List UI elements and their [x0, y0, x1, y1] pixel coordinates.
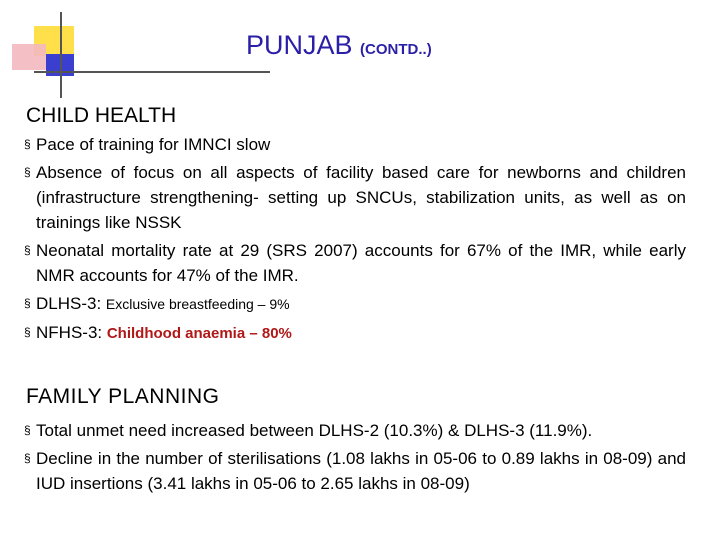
list-item	[24, 238, 686, 288]
bullet-icon: §	[24, 423, 31, 437]
bullet-icon: §	[24, 325, 31, 339]
child-health-list	[24, 132, 686, 349]
bullet-icon: §	[24, 451, 31, 465]
item-detail-highlight: Childhood anaemia – 80%	[106, 325, 292, 342]
decor-square-pink	[12, 44, 46, 70]
list-item	[24, 291, 686, 317]
family-planning-heading: FAMILY PLANNING	[26, 385, 220, 408]
item-text: Absence of focus on all aspects of facility based care for newborns and children (infrastructure strengthening- setting up SNCUs, stabilization units, as well as on trainings like NSSK	[36, 163, 686, 232]
decor-line-horizontal	[34, 71, 270, 73]
item-text: Neonatal mortality rate at 29 (SRS 2007) accounts for 67% of the IMR, while early NMR accounts for 47% of the IMR.	[36, 241, 686, 285]
list-item	[24, 132, 686, 157]
bullet-icon: §	[24, 165, 31, 179]
item-prefix: DLHS-3:	[36, 294, 106, 313]
page-title	[246, 30, 432, 61]
list-item	[24, 446, 686, 496]
child-health-heading: CHILD HEALTH	[26, 104, 177, 127]
title-sub: (CONTD..)	[360, 41, 432, 58]
bullet-icon: §	[24, 296, 31, 310]
list-item	[24, 418, 686, 443]
family-planning-list	[24, 418, 686, 499]
decor-line-vertical	[60, 12, 62, 98]
item-prefix: NFHS-3:	[36, 323, 107, 342]
item-text: Total unmet need increased between DLHS-2 (10.3%) & DLHS-3 (11.9%).	[36, 421, 593, 440]
item-text: Decline in the number of sterilisations (1.08 lakhs in 05-06 to 0.89 lakhs in 08-09) and IUD insertions (3.41 lakhs in 05-06 to 2.65 lakhs in 08-09)	[36, 449, 686, 493]
list-item	[24, 160, 686, 235]
title-main: PUNJAB	[246, 30, 353, 60]
list-item	[24, 320, 686, 346]
bullet-icon: §	[24, 243, 31, 257]
item-detail: Exclusive breastfeeding – 9%	[105, 296, 290, 312]
item-text: Pace of training for IMNCI slow	[36, 135, 271, 154]
bullet-icon: §	[24, 137, 31, 151]
